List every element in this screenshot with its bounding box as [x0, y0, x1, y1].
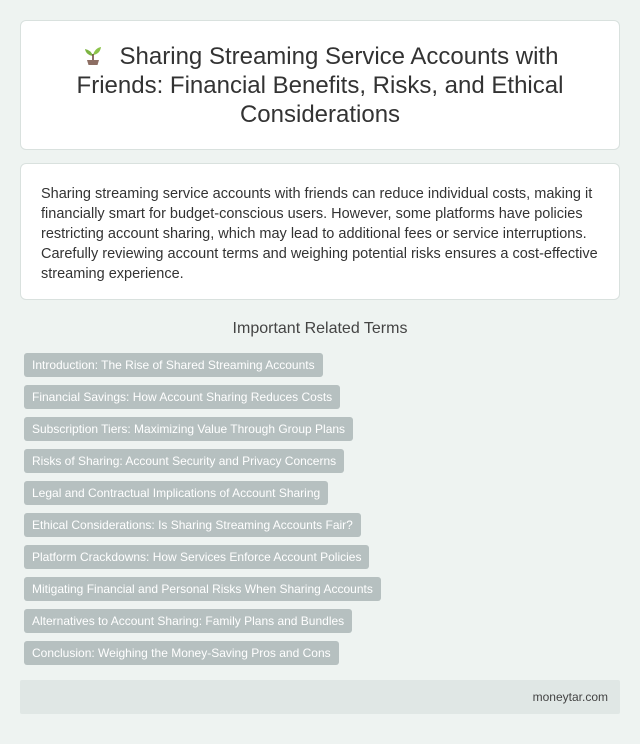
list-item — [24, 481, 381, 505]
list-item — [24, 353, 381, 377]
term-tag[interactable]: Platform Crackdowns: How Services Enforce Account Policies — [24, 545, 369, 569]
list-item — [24, 513, 381, 537]
footer-site-link[interactable]: moneytar.com — [532, 690, 608, 704]
list-item — [24, 577, 381, 601]
page-title-text: Sharing Streaming Service Accounts with Friends: Financial Benefits, Risks, and Ethical Considerations — [76, 42, 564, 128]
sprout-icon — [82, 44, 104, 66]
list-item — [24, 545, 381, 569]
term-tag[interactable]: Legal and Contractual Implications of Account Sharing — [24, 481, 328, 505]
list-item — [24, 449, 381, 473]
term-tag[interactable]: Introduction: The Rise of Shared Streaming Accounts — [24, 353, 323, 377]
list-item — [24, 385, 381, 409]
footer — [20, 680, 620, 714]
list-item — [24, 417, 381, 441]
page-title — [51, 42, 589, 129]
list-item — [24, 641, 381, 665]
related-terms-list — [24, 353, 381, 673]
term-tag[interactable]: Mitigating Financial and Personal Risks When Sharing Accounts — [24, 577, 381, 601]
related-terms-heading: Important Related Terms — [232, 320, 408, 337]
term-tag[interactable]: Financial Savings: How Account Sharing Reduces Costs — [24, 385, 340, 409]
term-tag[interactable]: Conclusion: Weighing the Money-Saving Pros and Cons — [24, 641, 339, 665]
list-item — [24, 609, 381, 633]
term-tag[interactable]: Ethical Considerations: Is Sharing Streaming Accounts Fair? — [24, 513, 361, 537]
summary-card — [20, 163, 620, 300]
term-tag[interactable]: Alternatives to Account Sharing: Family Plans and Bundles — [24, 609, 352, 633]
term-tag[interactable]: Subscription Tiers: Maximizing Value Through Group Plans — [24, 417, 353, 441]
title-card — [20, 20, 620, 150]
term-tag[interactable]: Risks of Sharing: Account Security and Privacy Concerns — [24, 449, 344, 473]
summary-text: Sharing streaming service accounts with friends can reduce individual costs, making it financially smart for budget-conscious users. However, some platforms have policies restricting account sharing, which may lead to additional fees or service interruptions. Carefully reviewing account terms and weighing potential risks ensures a cost-effective streaming experience. — [41, 186, 598, 282]
